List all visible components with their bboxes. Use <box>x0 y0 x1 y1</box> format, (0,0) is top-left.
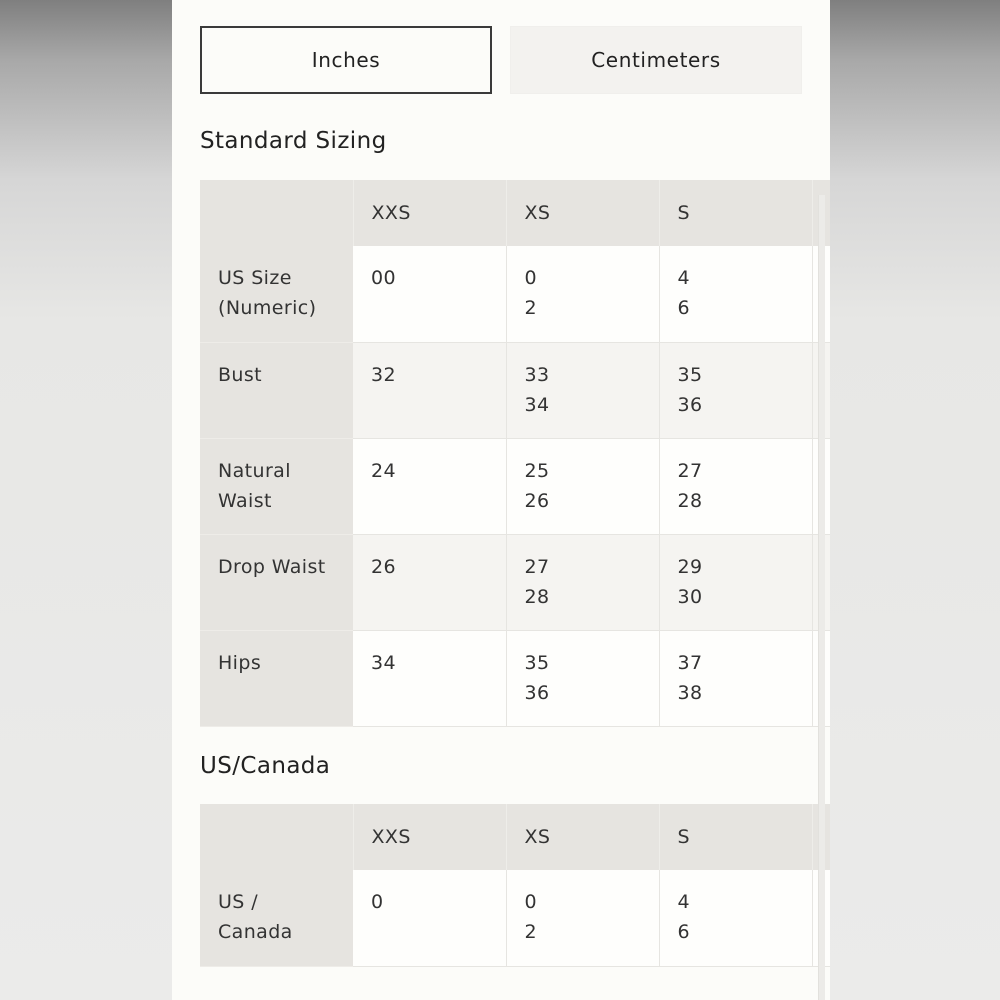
header-cell-xxs: XXS <box>353 180 506 246</box>
inches-button[interactable]: Inches <box>200 26 492 94</box>
header-cell-xs: XS <box>506 180 659 246</box>
us-canada-title: US/Canada <box>200 753 331 779</box>
table-cell: 35 36 <box>506 630 659 726</box>
row-label: US / Canada <box>200 870 353 966</box>
table-cell: 27 28 <box>659 438 812 534</box>
horizontal-scroll-edge <box>818 195 825 1000</box>
header-cell-s: S <box>659 180 812 246</box>
table-cell: 4 6 <box>659 870 812 966</box>
centimeters-button[interactable]: Centimeters <box>510 26 802 94</box>
row-label: US Size (Numeric) <box>200 246 353 342</box>
standard-sizing-table <box>200 180 830 727</box>
row-label: Bust <box>200 342 353 438</box>
table-row <box>200 438 830 534</box>
table-cell: 33 34 <box>506 342 659 438</box>
table-cell: 27 28 <box>506 534 659 630</box>
table-cell: 34 <box>353 630 506 726</box>
us-canada-table <box>200 804 830 967</box>
table-header-row <box>200 804 830 870</box>
table-cell: 0 2 <box>506 870 659 966</box>
table-cell: 4 6 <box>659 246 812 342</box>
table-cell: 35 36 <box>659 342 812 438</box>
table-cell: 24 <box>353 438 506 534</box>
row-label: Natural Waist <box>200 438 353 534</box>
table-cell: 26 <box>353 534 506 630</box>
standard-sizing-title: Standard Sizing <box>200 128 387 154</box>
table-row <box>200 342 830 438</box>
header-cell-empty <box>200 804 353 870</box>
row-label: Hips <box>200 630 353 726</box>
table-cell: 00 <box>353 246 506 342</box>
table-cell: 32 <box>353 342 506 438</box>
table-cell: 0 <box>353 870 506 966</box>
header-cell-s: S <box>659 804 812 870</box>
table-cell: 37 38 <box>659 630 812 726</box>
header-cell-empty <box>200 180 353 246</box>
table-row <box>200 630 830 726</box>
header-cell-xs: XS <box>506 804 659 870</box>
header-cell-xxs: XXS <box>353 804 506 870</box>
table-cell: 0 2 <box>506 246 659 342</box>
row-label: Drop Waist <box>200 534 353 630</box>
table-header-row <box>200 180 830 246</box>
table-row <box>200 870 830 966</box>
table-cell: 25 26 <box>506 438 659 534</box>
table-cell: 29 30 <box>659 534 812 630</box>
size-guide-panel <box>172 0 830 1000</box>
table-row <box>200 534 830 630</box>
table-row <box>200 246 830 342</box>
